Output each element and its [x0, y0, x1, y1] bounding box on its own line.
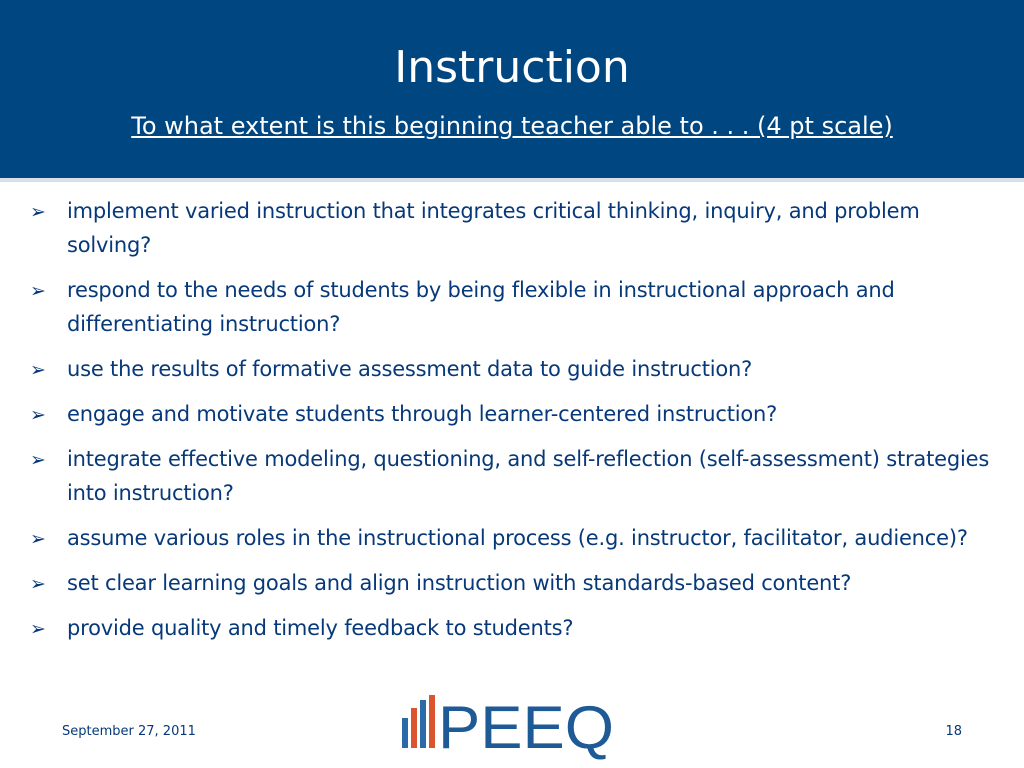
arrow-bullet-icon: ➢ — [30, 618, 46, 640]
bullet-item — [30, 521, 1005, 555]
arrow-bullet-icon: ➢ — [30, 449, 46, 471]
peeq-logo — [400, 692, 620, 762]
bullet-text: integrate effective modeling, questioning, and self-reflection (self-assessment) strategies into instruction? — [67, 447, 990, 505]
bullet-item — [30, 273, 1005, 341]
bullet-text: implement varied instruction that integrates critical thinking, inquiry, and problem solving? — [67, 199, 920, 257]
bullet-text: provide quality and timely feedback to students? — [67, 616, 574, 640]
arrow-bullet-icon: ➢ — [30, 528, 46, 550]
arrow-bullet-icon: ➢ — [30, 280, 46, 302]
bullet-item — [30, 442, 1005, 510]
slide-subtitle: To what extent is this beginning teacher able to . . . (4 pt scale) — [131, 112, 893, 140]
arrow-bullet-icon: ➢ — [30, 573, 46, 595]
bullet-text: assume various roles in the instructional process (e.g. instructor, facilitator, audience)? — [67, 526, 968, 550]
bullet-text: engage and motivate students through learner-centered instruction? — [67, 402, 778, 426]
title-banner — [0, 0, 1024, 178]
bullet-text: respond to the needs of students by being flexible in instructional approach and differentiating instruction? — [67, 278, 895, 336]
bullet-text: use the results of formative assessment data to guide instruction? — [67, 357, 753, 381]
logo-bar-1 — [402, 718, 408, 748]
logo-text: PEEQ — [438, 694, 614, 761]
bullet-text: set clear learning goals and align instruction with standards-based content? — [67, 571, 852, 595]
bullet-item — [30, 611, 1005, 645]
slide-title: Instruction — [394, 42, 630, 93]
bullet-list — [30, 194, 1005, 656]
banner-divider — [0, 178, 1024, 182]
bullet-item — [30, 194, 1005, 262]
logo-bar-4 — [429, 695, 435, 748]
arrow-bullet-icon: ➢ — [30, 359, 46, 381]
bullet-item — [30, 397, 1005, 431]
logo-bar-2 — [411, 708, 417, 748]
footer-date: September 27, 2011 — [62, 724, 196, 739]
arrow-bullet-icon: ➢ — [30, 201, 46, 223]
bullet-item — [30, 566, 1005, 600]
page-number: 18 — [945, 724, 962, 739]
arrow-bullet-icon: ➢ — [30, 404, 46, 426]
bullet-item — [30, 352, 1005, 386]
logo-bar-3 — [420, 700, 426, 748]
